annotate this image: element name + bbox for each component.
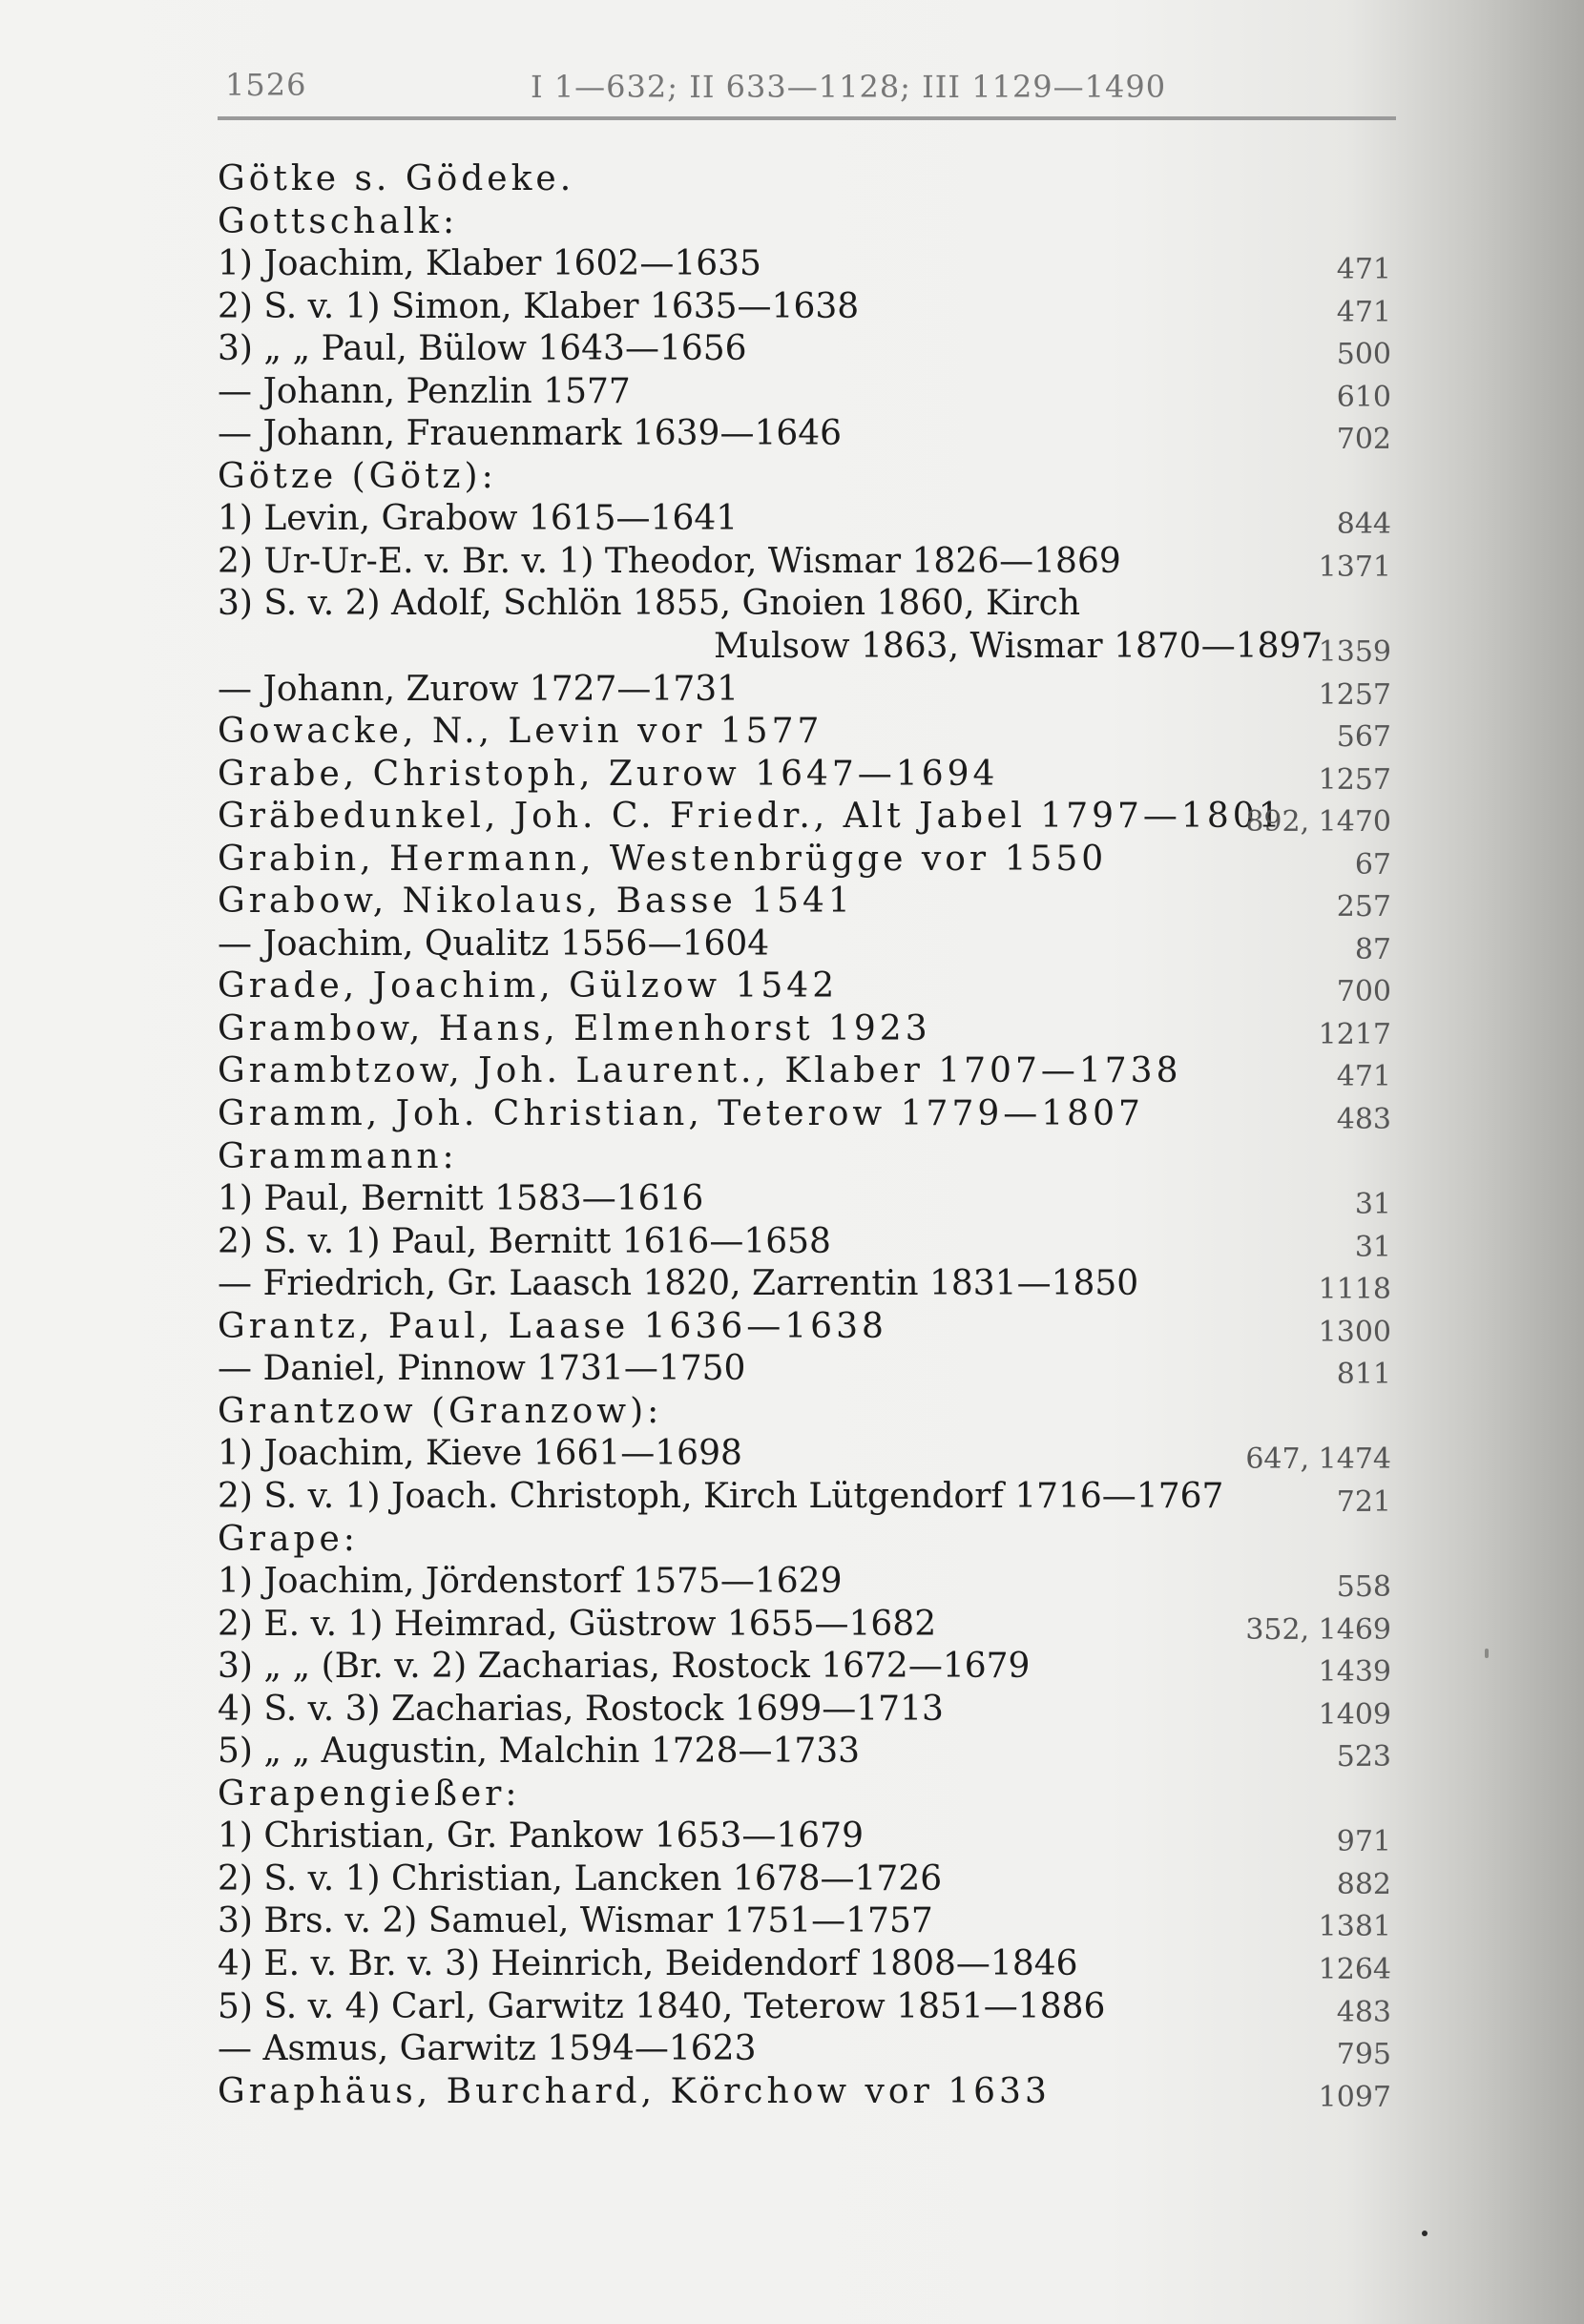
entry-text: Grabow, Nikolaus, Basse 1541 — [218, 882, 854, 922]
entry-text: Grantz, Paul, Laase 1636—1638 — [218, 1306, 887, 1346]
page-reference: 471 — [1336, 295, 1391, 329]
entry-text: 2) E. v. 1) Heimrad, Güstrow 1655—1682 — [218, 1604, 937, 1644]
page-reference: 1409 — [1318, 1697, 1391, 1732]
index-heading-row — [218, 881, 1391, 923]
page-reference: 31 — [1354, 1188, 1391, 1222]
index-heading-row — [218, 754, 1391, 797]
index-entry-row — [218, 413, 1391, 456]
index-heading-row — [218, 201, 1391, 244]
page-reference: 1097 — [1318, 2080, 1391, 2114]
index-entry-row — [218, 1986, 1391, 2029]
entry-text: 4) E. v. Br. v. 3) Heinrich, Beidendorf 1808—1846 — [218, 1943, 1078, 1983]
index-entry-row — [218, 626, 1391, 669]
entry-text: Gramm, Joh. Christian, Teterow 1779—1807 — [218, 1094, 1144, 1134]
entry-text: Götke s. Gödeke. — [218, 159, 575, 198]
page-reference: 721 — [1336, 1484, 1391, 1519]
index-entry-row — [218, 1604, 1391, 1647]
index-entry-row — [218, 1178, 1391, 1221]
entry-text: Götze (Götz): — [218, 456, 497, 496]
page-reference: 1257 — [1318, 677, 1391, 712]
index-heading-row — [218, 1519, 1391, 1562]
page-reference: 702 — [1336, 423, 1391, 457]
entry-text: 1) Levin, Grabow 1615—1641 — [218, 499, 739, 539]
index-entry-row — [218, 1476, 1391, 1519]
entry-text: 2) S. v. 1) Paul, Bernitt 1616—1658 — [218, 1221, 831, 1261]
index-entry-row — [218, 2028, 1391, 2071]
page-reference: 700 — [1336, 975, 1391, 1009]
page-reference: 811 — [1336, 1358, 1391, 1392]
page-header — [218, 67, 1396, 124]
page-reference: 483 — [1336, 1103, 1391, 1137]
index-entry-row — [218, 498, 1391, 541]
index-heading-row — [218, 1093, 1391, 1136]
entry-text: 3) Brs. v. 2) Samuel, Wismar 1751—1757 — [218, 1901, 933, 1941]
page-reference: 1381 — [1318, 1910, 1391, 1944]
entry-text: Grabe, Christoph, Zurow 1647—1694 — [218, 754, 999, 794]
page-reference: 1359 — [1318, 635, 1391, 670]
index-entry-row — [218, 541, 1391, 584]
entry-text: — Friedrich, Gr. Laasch 1820, Zarrentin 1831—1850 — [218, 1264, 1139, 1304]
entry-text: 1) Joachim, Klaber 1602—1635 — [218, 244, 761, 284]
entry-text: Graphäus, Burchard, Körchow vor 1633 — [218, 2071, 1051, 2111]
index-heading-row — [218, 2071, 1391, 2114]
page-reference: 257 — [1336, 890, 1391, 924]
page-reference: 844 — [1336, 508, 1391, 542]
page-reference: 1118 — [1318, 1273, 1391, 1307]
entry-text: Grambtzow, Joh. Laurent., Klaber 1707—1738 — [218, 1051, 1182, 1091]
index-entry-row — [218, 583, 1391, 626]
page-reference: 971 — [1336, 1825, 1391, 1859]
page-reference: 471 — [1336, 1060, 1391, 1094]
index-entry-row — [218, 1561, 1391, 1604]
scan-speck — [1422, 2231, 1428, 2236]
page-reference: 1257 — [1318, 762, 1391, 797]
entry-text: — Daniel, Pinnow 1731—1750 — [218, 1349, 746, 1389]
page-reference: 1264 — [1318, 1952, 1391, 1986]
entry-text: Grape: — [218, 1519, 359, 1559]
page-reference: 523 — [1336, 1740, 1391, 1774]
entry-text: 4) S. v. 3) Zacharias, Rostock 1699—1713 — [218, 1689, 944, 1729]
entry-text: 1) Joachim, Kieve 1661—1698 — [218, 1434, 742, 1474]
page-reference: 882 — [1336, 1867, 1391, 1901]
index-heading-row — [218, 1774, 1391, 1816]
index-entry-row — [218, 371, 1391, 414]
page-reference: 610 — [1336, 380, 1391, 414]
entry-text: Grammann: — [218, 1136, 458, 1176]
index-heading-row — [218, 1008, 1391, 1051]
entry-text: Grabin, Hermann, Westenbrügge vor 1550 — [218, 839, 1108, 879]
scan-speck — [1485, 1649, 1489, 1658]
index-entry-row — [218, 1900, 1391, 1943]
index-entry-row — [218, 1433, 1391, 1476]
index-entry-row — [218, 1646, 1391, 1689]
index-entry-row — [218, 1263, 1391, 1306]
page-reference: 647, 1474 — [1245, 1442, 1391, 1477]
entry-text: 3) „ „ Paul, Bülow 1643—1656 — [218, 329, 747, 369]
entry-text: 3) S. v. 2) Adolf, Schlön 1855, Gnoien 1860, Kirch — [218, 584, 1081, 624]
index-heading-row — [218, 1136, 1391, 1179]
entry-text: Grantzow (Granzow): — [218, 1391, 663, 1431]
page-reference: 352, 1469 — [1245, 1612, 1391, 1647]
entry-text: Mulsow 1863, Wismar 1870—1897 — [714, 627, 1323, 667]
entry-text: Grapengießer: — [218, 1774, 521, 1814]
entry-text: — Johann, Frauenmark 1639—1646 — [218, 414, 843, 454]
entry-text: 2) S. v. 1) Simon, Klaber 1635—1638 — [218, 286, 860, 326]
entry-text: 5) „ „ Augustin, Malchin 1728—1733 — [218, 1732, 861, 1772]
page-reference: 500 — [1336, 338, 1391, 372]
entry-text: Gottschalk: — [218, 201, 459, 241]
entry-text: Grambow, Hans, Elmenhorst 1923 — [218, 1008, 931, 1048]
page-reference: 471 — [1336, 253, 1391, 287]
header-rule — [218, 116, 1396, 120]
page-reference: 567 — [1336, 720, 1391, 755]
index-entry-row — [218, 243, 1391, 286]
index-heading-row — [218, 711, 1391, 754]
entry-text: — Asmus, Garwitz 1594—1623 — [218, 2029, 757, 2069]
page-reference: 1371 — [1318, 550, 1391, 584]
page-reference: 1300 — [1318, 1315, 1391, 1349]
entry-text: 2) S. v. 1) Joach. Christoph, Kirch Lütgendorf 1716—1767 — [218, 1476, 1224, 1516]
page-reference: 87 — [1354, 932, 1391, 966]
entry-text: Grade, Joachim, Gülzow 1542 — [218, 966, 839, 1006]
index-heading-row — [218, 456, 1391, 499]
entry-text: 2) S. v. 1) Christian, Lancken 1678—1726 — [218, 1858, 943, 1899]
index-heading-row — [218, 158, 1391, 201]
index-entry-row — [218, 1943, 1391, 1986]
index-heading-row — [218, 1306, 1391, 1349]
index-heading-row — [218, 796, 1391, 839]
page-reference: 795 — [1336, 2038, 1391, 2072]
index-entry-row — [218, 286, 1391, 329]
entry-text: 5) S. v. 4) Carl, Garwitz 1840, Teterow 1851—1886 — [218, 1986, 1106, 2026]
index-entry-row — [218, 1689, 1391, 1732]
index-heading-row — [218, 1391, 1391, 1434]
page-reference: 483 — [1336, 1995, 1391, 2029]
entry-text: 1) Joachim, Jördenstorf 1575—1629 — [218, 1562, 843, 1602]
index-entry-row — [218, 1731, 1391, 1774]
entry-text: — Joachim, Qualitz 1556—1604 — [218, 923, 770, 964]
page-reference: 1439 — [1318, 1655, 1391, 1690]
page-reference: 892, 1470 — [1245, 805, 1391, 840]
index-entry-row — [218, 1816, 1391, 1858]
index-entry-row — [218, 1221, 1391, 1264]
entry-text: 1) Paul, Bernitt 1583—1616 — [218, 1179, 704, 1219]
page-reference: 558 — [1336, 1570, 1391, 1605]
index-heading-row — [218, 839, 1391, 882]
index-entry-row — [218, 923, 1391, 966]
entry-text: — Johann, Penzlin 1577 — [218, 371, 631, 411]
entry-text: — Johann, Zurow 1727—1731 — [218, 669, 740, 709]
index-entry-row — [218, 1348, 1391, 1391]
page-reference: 31 — [1354, 1230, 1391, 1264]
index-entry-row — [218, 328, 1391, 371]
entry-text: Gowacke, N., Levin vor 1577 — [218, 712, 823, 752]
page-reference: 67 — [1354, 847, 1391, 882]
entry-text: Gräbedunkel, Joh. C. Friedr., Alt Jabel 1797—1801 — [218, 797, 1284, 837]
index-entry-row — [218, 669, 1391, 712]
page-reference: 1217 — [1318, 1017, 1391, 1051]
running-head: I 1—632; II 633—1128; III 1129—1490 — [531, 69, 1167, 105]
index-heading-row — [218, 1050, 1391, 1093]
page-number: 1526 — [225, 67, 307, 103]
entry-text: 3) „ „ (Br. v. 2) Zacharias, Rostock 1672—1679 — [218, 1647, 1031, 1687]
index-entry-row — [218, 1858, 1391, 1901]
entry-list — [218, 158, 1391, 2113]
index-heading-row — [218, 965, 1391, 1008]
entry-text: 2) Ur-Ur-E. v. Br. v. 1) Theodor, Wismar 1826—1869 — [218, 541, 1121, 581]
entry-text: 1) Christian, Gr. Pankow 1653—1679 — [218, 1816, 864, 1857]
